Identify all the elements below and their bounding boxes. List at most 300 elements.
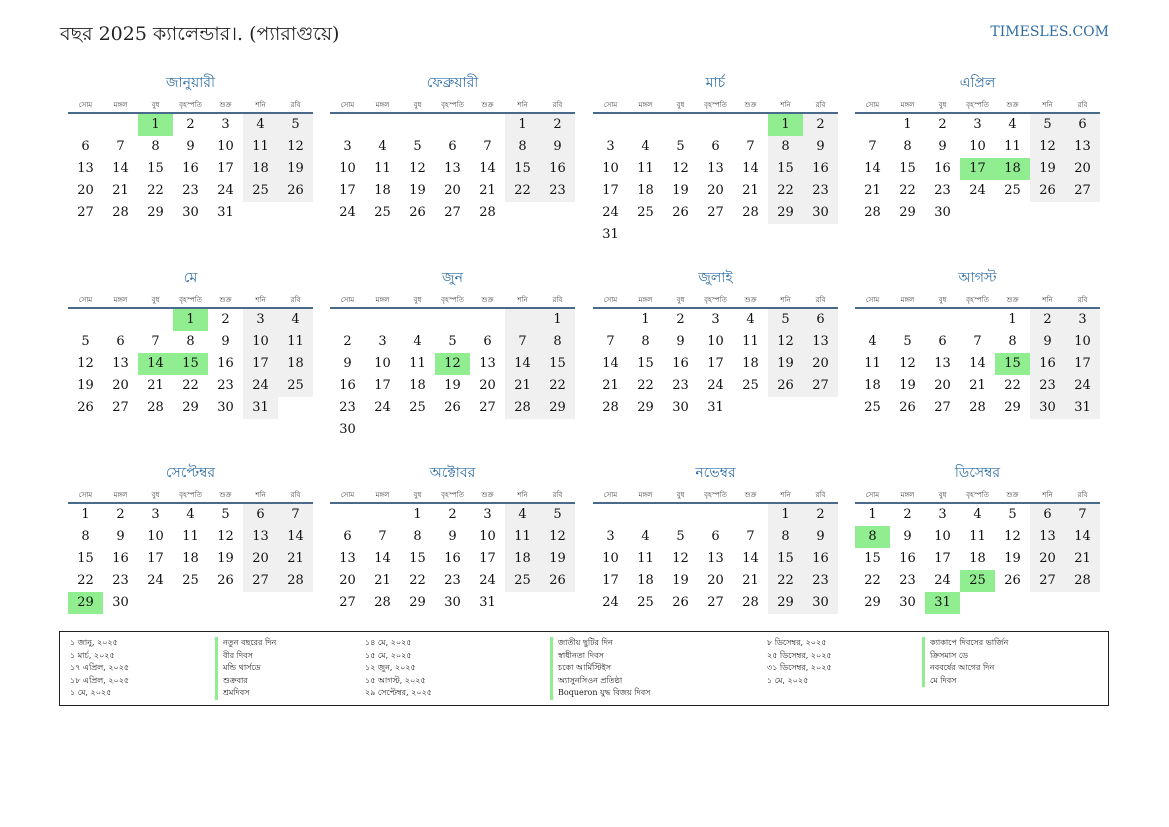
day-cell: 16 [444, 551, 461, 566]
day-cell: 13 [934, 356, 951, 371]
day-cell: 24 [1065, 375, 1100, 397]
day-cell: 17 [217, 161, 234, 176]
month-block [330, 72, 575, 250]
day-cell: 4 [746, 312, 755, 327]
day-cell: 24 [243, 375, 278, 397]
day-cell: 22 [864, 573, 881, 588]
holiday-day-cell: 1 [173, 309, 208, 331]
empty-cell [925, 309, 960, 331]
legend-date-column [70, 637, 129, 700]
day-cell: 29 [768, 202, 803, 224]
day-cell: 10 [969, 139, 986, 154]
day-cell: 11 [374, 161, 391, 176]
legend-date: ১ মে, ২০২৫ [70, 688, 112, 697]
day-cell: 6 [116, 334, 125, 349]
empty-cell [470, 309, 505, 331]
day-cell: 27 [707, 205, 724, 220]
weekday-label: মঙ্গল [900, 491, 915, 499]
day-cell: 21 [374, 573, 391, 588]
day-cell: 4 [186, 507, 195, 522]
day-cell: 27 [243, 570, 278, 592]
day-cell: 9 [540, 136, 575, 158]
day-cell: 27 [77, 205, 94, 220]
day-cell: 5 [903, 334, 912, 349]
weekday-label: শনি [517, 491, 528, 499]
day-cell: 20 [243, 548, 278, 570]
day-cell: 24 [374, 400, 391, 415]
day-cell: 3 [711, 312, 720, 327]
month-block [855, 72, 1100, 250]
day-cell: 19 [672, 573, 689, 588]
empty-cell [330, 504, 365, 526]
day-cell: 11 [243, 136, 278, 158]
holiday-legend [59, 631, 1109, 706]
day-cell: 31 [243, 397, 278, 419]
empty-cell [593, 114, 628, 136]
weekday-label: মঙ্গল [638, 101, 653, 109]
empty-cell [960, 309, 995, 331]
day-cell: 6 [343, 529, 352, 544]
day-cell: 17 [147, 551, 164, 566]
day-cell: 2 [803, 504, 838, 526]
weekday-label: মঙ্গল [900, 101, 915, 109]
day-cell: 25 [742, 378, 759, 393]
day-cell: 29 [409, 595, 426, 610]
empty-cell [400, 309, 435, 331]
day-cell: 29 [182, 400, 199, 415]
day-cell: 14 [505, 353, 540, 375]
weekday-label: রবি [290, 296, 301, 304]
weekday-label: রবি [1077, 101, 1088, 109]
holiday-day-cell: 1 [768, 114, 803, 136]
day-cell: 4 [641, 529, 650, 544]
empty-cell [855, 309, 890, 331]
day-cell: 20 [339, 573, 356, 588]
day-cell: 2 [221, 312, 230, 327]
day-cell: 12 [409, 161, 426, 176]
legend-holiday-name: ক্যাকাপে দিবসের ভার্জিন [922, 637, 1008, 650]
weekday-label: শুক্র [744, 491, 757, 499]
day-cell: 21 [864, 183, 881, 198]
day-cell: 5 [676, 139, 685, 154]
day-cell: 2 [938, 117, 947, 132]
day-cell: 7 [116, 139, 125, 154]
day-cell: 3 [606, 529, 615, 544]
legend-date-column [365, 637, 432, 700]
day-grid [68, 114, 313, 224]
day-cell: 25 [505, 570, 540, 592]
weekday-label: সোম [340, 101, 355, 109]
day-cell: 12 [1030, 136, 1065, 158]
day-cell: 1 [81, 507, 90, 522]
day-cell: 7 [1065, 504, 1100, 526]
day-grid [593, 504, 838, 614]
day-cell: 21 [742, 183, 759, 198]
legend-holiday-name: মন্ডি থার্সডে [215, 662, 276, 675]
day-cell: 18 [969, 551, 986, 566]
weekday-label: রবি [552, 101, 563, 109]
day-cell: 19 [278, 158, 313, 180]
day-cell: 27 [803, 375, 838, 397]
day-cell: 8 [641, 334, 650, 349]
month-name: আগস্ট [958, 270, 997, 286]
weekday-label: বৃহস্পতি [704, 101, 727, 109]
day-cell: 3 [973, 117, 982, 132]
month-name: জানুয়ারী [166, 75, 215, 91]
day-cell: 30 [803, 202, 838, 224]
day-cell: 11 [969, 529, 986, 544]
weekday-label: সোম [865, 296, 880, 304]
day-cell: 9 [343, 356, 352, 371]
day-cell: 16 [803, 548, 838, 570]
day-cell: 6 [243, 504, 278, 526]
day-grid [855, 309, 1100, 419]
day-cell: 4 [243, 114, 278, 136]
day-cell: 27 [112, 400, 129, 415]
day-cell: 29 [637, 400, 654, 415]
weekday-label: শুক্র [481, 101, 494, 109]
day-cell: 23 [803, 570, 838, 592]
day-cell: 13 [707, 161, 724, 176]
holiday-day-cell: 1 [138, 114, 173, 136]
day-cell: 30 [803, 592, 838, 614]
day-cell: 7 [973, 334, 982, 349]
day-cell: 28 [864, 205, 881, 220]
weekday-label: সোম [78, 101, 93, 109]
day-cell: 27 [444, 205, 461, 220]
legend-date: ১ মে, ২০২৫ [767, 675, 809, 685]
day-cell: 13 [243, 526, 278, 548]
day-cell: 6 [448, 139, 457, 154]
empty-cell [330, 309, 365, 331]
day-cell: 23 [899, 573, 916, 588]
empty-cell [663, 114, 698, 136]
empty-cell [733, 504, 768, 526]
day-cell: 15 [409, 551, 426, 566]
day-cell: 9 [803, 526, 838, 548]
day-cell: 16 [112, 551, 129, 566]
day-cell: 29 [768, 592, 803, 614]
day-cell: 13 [77, 161, 94, 176]
day-cell: 19 [444, 378, 461, 393]
day-cell: 10 [707, 334, 724, 349]
weekday-label: শনি [255, 101, 266, 109]
legend-holiday-name: নববর্ষের আগের দিন [922, 662, 1008, 675]
day-cell: 9 [116, 529, 125, 544]
day-cell: 8 [505, 136, 540, 158]
empty-cell [435, 114, 470, 136]
day-cell: 5 [676, 529, 685, 544]
legend-date: ১২ জুন, ২০২৫ [365, 663, 416, 672]
day-cell: 17 [339, 183, 356, 198]
day-cell: 30 [339, 422, 356, 437]
weekday-label: বৃহস্পতি [179, 296, 202, 304]
day-cell: 21 [505, 375, 540, 397]
legend-holiday-name: মে দিবস [922, 675, 1008, 688]
weekday-label: মঙ্গল [375, 101, 390, 109]
day-cell: 14 [742, 551, 759, 566]
weekday-label: মঙ্গল [375, 296, 390, 304]
day-cell: 22 [637, 378, 654, 393]
day-cell: 26 [409, 205, 426, 220]
weekday-label: শনি [780, 491, 791, 499]
weekday-label: রবি [552, 296, 563, 304]
weekday-header [330, 488, 575, 504]
day-grid [330, 504, 575, 614]
holiday-day-cell: 31 [925, 592, 960, 614]
weekday-label: সোম [865, 491, 880, 499]
empty-cell [138, 309, 173, 331]
day-cell: 4 [1008, 117, 1017, 132]
weekday-label: রবি [290, 101, 301, 109]
month-block [68, 267, 313, 445]
day-cell: 27 [934, 400, 951, 415]
day-cell: 23 [672, 378, 689, 393]
weekday-label: সোম [603, 296, 618, 304]
day-cell: 24 [147, 573, 164, 588]
day-cell: 28 [602, 400, 619, 415]
day-cell: 29 [1004, 400, 1021, 415]
weekday-label: সোম [340, 296, 355, 304]
day-cell: 27 [479, 400, 496, 415]
empty-cell [733, 114, 768, 136]
day-cell: 30 [182, 205, 199, 220]
weekday-label: শনি [517, 101, 528, 109]
day-cell: 1 [641, 312, 650, 327]
weekday-label: রবি [1077, 296, 1088, 304]
day-cell: 2 [903, 507, 912, 522]
legend-date: ৩১ ডিসেম্বর, ২০২৫ [767, 663, 832, 672]
day-cell: 22 [768, 570, 803, 592]
day-cell: 23 [217, 378, 234, 393]
day-cell: 28 [479, 205, 496, 220]
day-cell: 19 [672, 183, 689, 198]
day-cell: 30 [444, 595, 461, 610]
weekday-label: রবি [815, 101, 826, 109]
weekday-label: মঙ্গল [113, 101, 128, 109]
weekday-label: রবি [1077, 491, 1088, 499]
legend-holiday-name: শ্রমদিবস [215, 687, 276, 700]
day-cell: 2 [803, 114, 838, 136]
empty-cell [470, 114, 505, 136]
day-cell: 3 [243, 309, 278, 331]
day-cell: 28 [278, 570, 313, 592]
legend-date: ২৫ ডিসেম্বর, ২০২৫ [767, 650, 832, 660]
day-cell: 27 [339, 595, 356, 610]
day-cell: 5 [768, 309, 803, 331]
day-cell: 30 [217, 400, 234, 415]
day-cell: 30 [934, 205, 951, 220]
month-block [330, 267, 575, 445]
day-cell: 9 [1030, 331, 1065, 353]
month-block [593, 267, 838, 445]
day-cell: 16 [540, 158, 575, 180]
day-cell: 30 [112, 595, 129, 610]
day-cell: 5 [540, 504, 575, 526]
day-cell: 22 [540, 375, 575, 397]
day-cell: 2 [540, 114, 575, 136]
day-cell: 21 [969, 378, 986, 393]
day-cell: 19 [1004, 551, 1021, 566]
day-cell: 14 [1065, 526, 1100, 548]
day-cell: 8 [768, 526, 803, 548]
weekday-header [330, 98, 575, 114]
day-cell: 7 [606, 334, 615, 349]
weekday-label: বৃহস্পতি [704, 296, 727, 304]
weekday-header [68, 488, 313, 504]
day-cell: 30 [899, 595, 916, 610]
day-cell: 26 [217, 573, 234, 588]
day-cell: 21 [147, 378, 164, 393]
day-cell: 5 [81, 334, 90, 349]
month-name: মে [183, 270, 198, 286]
day-cell: 8 [1008, 334, 1017, 349]
day-cell: 12 [77, 356, 94, 371]
weekday-label: বুধ [413, 296, 422, 304]
day-cell: 28 [112, 205, 129, 220]
day-cell: 10 [602, 161, 619, 176]
day-cell: 7 [868, 139, 877, 154]
day-cell: 15 [899, 161, 916, 176]
day-cell: 24 [602, 595, 619, 610]
day-cell: 7 [505, 331, 540, 353]
day-cell: 15 [505, 158, 540, 180]
legend-holiday-name: অ্যাসুনসিওন প্রতিষ্ঠা [550, 675, 650, 688]
weekday-label: বৃহস্পতি [179, 101, 202, 109]
holiday-day-cell: 17 [960, 158, 995, 180]
day-cell: 10 [147, 529, 164, 544]
month-name: জুন [442, 270, 463, 286]
day-cell: 18 [637, 573, 654, 588]
day-grid [68, 309, 313, 419]
day-cell: 8 [186, 334, 195, 349]
holiday-day-cell: 8 [855, 526, 890, 548]
day-cell: 18 [742, 356, 759, 371]
weekday-label: বৃহস্পতি [179, 491, 202, 499]
day-cell: 8 [81, 529, 90, 544]
day-cell: 5 [1008, 507, 1017, 522]
day-cell: 7 [746, 529, 755, 544]
day-cell: 27 [1065, 180, 1100, 202]
day-grid [593, 114, 838, 246]
weekday-label: রবি [290, 491, 301, 499]
day-cell: 15 [864, 551, 881, 566]
day-cell: 2 [1030, 309, 1065, 331]
day-cell: 10 [339, 161, 356, 176]
day-cell: 28 [742, 595, 759, 610]
day-cell: 9 [448, 529, 457, 544]
day-cell: 14 [112, 161, 129, 176]
day-cell: 10 [479, 529, 496, 544]
legend-holiday-name: বীর দিবস [215, 650, 276, 663]
day-cell: 18 [278, 353, 313, 375]
day-cell: 19 [217, 551, 234, 566]
weekday-label: বৃহস্পতি [966, 491, 989, 499]
day-cell: 22 [505, 180, 540, 202]
day-cell: 25 [864, 400, 881, 415]
weekday-label: রবি [815, 296, 826, 304]
day-cell: 29 [147, 205, 164, 220]
empty-cell [365, 504, 400, 526]
weekday-label: মঙ্গল [113, 491, 128, 499]
month-name: ফেব্রুয়ারী [426, 75, 479, 91]
day-cell: 30 [672, 400, 689, 415]
day-cell: 12 [540, 526, 575, 548]
day-cell: 13 [112, 356, 129, 371]
day-cell: 22 [409, 573, 426, 588]
day-cell: 29 [540, 397, 575, 419]
legend-holiday-name: স্বাধীনতা দিবস [550, 650, 650, 663]
day-cell: 12 [768, 331, 803, 353]
weekday-label: শনি [780, 296, 791, 304]
day-cell: 13 [1065, 136, 1100, 158]
day-cell: 13 [479, 356, 496, 371]
day-cell: 11 [742, 334, 759, 349]
day-cell: 12 [217, 529, 234, 544]
day-cell: 8 [540, 331, 575, 353]
day-cell: 18 [637, 183, 654, 198]
day-cell: 18 [374, 183, 391, 198]
month-block [593, 462, 838, 640]
day-cell: 31 [479, 595, 496, 610]
day-cell: 25 [637, 205, 654, 220]
month-name: অক্টোবর [429, 465, 476, 481]
day-cell: 16 [803, 158, 838, 180]
day-grid [593, 309, 838, 419]
site-link[interactable]: TIMESLES.COM [990, 24, 1109, 40]
holiday-day-cell: 15 [995, 353, 1030, 375]
day-cell: 17 [602, 183, 619, 198]
day-cell: 18 [505, 548, 540, 570]
day-cell: 21 [479, 183, 496, 198]
day-cell: 10 [374, 356, 391, 371]
day-cell: 30 [1030, 397, 1065, 419]
day-cell: 17 [707, 356, 724, 371]
legend-date: ১ জানু, ২০২৫ [70, 638, 118, 647]
day-cell: 19 [1030, 158, 1065, 180]
weekday-label: বুধ [676, 296, 685, 304]
weekday-label: বুধ [676, 101, 685, 109]
weekday-label: সোম [865, 101, 880, 109]
day-cell: 19 [540, 548, 575, 570]
day-cell: 6 [711, 139, 720, 154]
day-cell: 3 [151, 507, 160, 522]
weekday-label: শনি [255, 491, 266, 499]
day-cell: 4 [973, 507, 982, 522]
empty-cell [103, 309, 138, 331]
holiday-day-cell: 14 [138, 353, 173, 375]
legend-date: ১৮ এপ্রিল, ২০২৫ [70, 675, 130, 685]
weekday-label: বুধ [413, 101, 422, 109]
month-name: নভেম্বর [695, 465, 736, 481]
day-cell: 12 [899, 356, 916, 371]
day-cell: 13 [707, 551, 724, 566]
weekday-label: বুধ [938, 491, 947, 499]
day-cell: 3 [938, 507, 947, 522]
weekday-label: শনি [255, 296, 266, 304]
weekday-label: শুক্র [744, 296, 757, 304]
month-name: ডিসেম্বর [954, 465, 1001, 481]
day-cell: 11 [278, 331, 313, 353]
day-cell: 20 [479, 378, 496, 393]
day-cell: 3 [378, 334, 387, 349]
day-cell: 18 [243, 158, 278, 180]
weekday-label: বুধ [151, 491, 160, 499]
day-cell: 5 [413, 139, 422, 154]
empty-cell [593, 504, 628, 526]
day-cell: 8 [413, 529, 422, 544]
day-cell: 25 [1004, 183, 1021, 198]
